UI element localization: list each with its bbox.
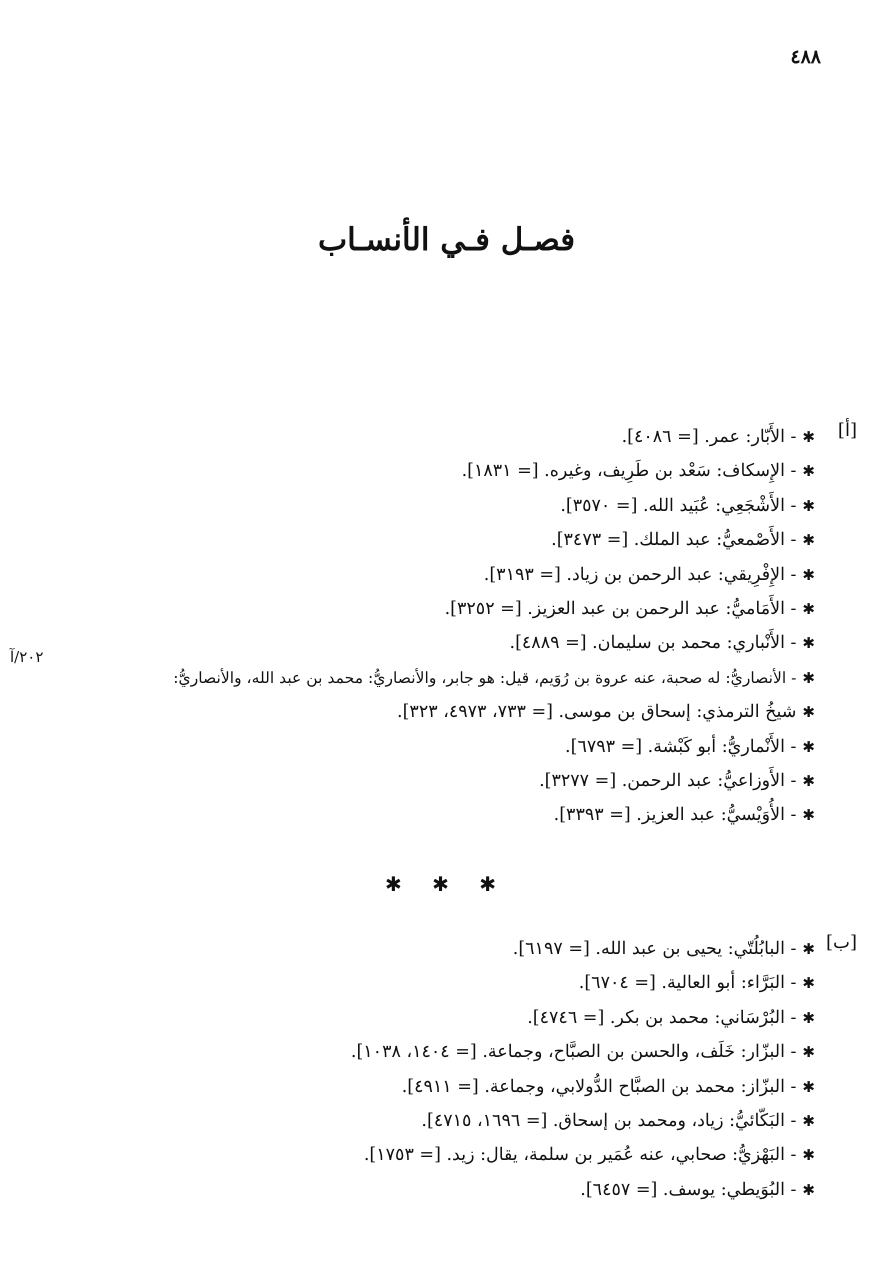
entry-item: ✱- الأَوزاعيُّ: عبد الرحمن. [= ٣٢٧٧].: [20, 764, 857, 798]
star-bullet-icon: ✱: [802, 565, 815, 584]
star-bullet-icon: ✱: [802, 1146, 815, 1165]
star-bullet-icon: ✱: [802, 668, 815, 687]
star-bullet-icon: ✱: [802, 634, 815, 653]
entry-item: ✱- الأَمَاميُّ: عبد الرحمن بن عبد العزيز. [= ٣٢٥٢].: [20, 592, 857, 626]
star-bullet-icon: ✱: [802, 428, 815, 446]
entry-item: ✱- الأَصْمعيُّ: عبد الملك. [= ٣٤٧٣].: [20, 523, 857, 557]
entry-item: ✱- البابُلُتّي: يحيى بن عبد الله. [= ٦١٩٧].: [20, 932, 857, 966]
star-bullet-icon: ✱: [802, 496, 815, 515]
entry-item: ✱- البَرَّاء: أبو العالية. [= ٦٧٠٤].: [20, 966, 857, 1000]
star-bullet-icon: ✱: [802, 974, 815, 993]
star-bullet-icon: ✱: [802, 531, 815, 550]
page-number: ٤٨٨: [790, 46, 821, 68]
entry-item: ✱- البَهْزيُّ: صحابي، عنه عُمَير بن سلمة، يقال: زيد. [= ١٧٥٣].: [20, 1138, 857, 1172]
star-bullet-icon: ✱: [802, 771, 815, 790]
star-bullet-icon: ✱: [802, 703, 815, 722]
entry-item: ✱- الأَنْماريُّ: أبو كَبْشة. [= ٦٧٩٣].: [20, 730, 857, 764]
section-letter-alif: [أ]: [837, 420, 857, 441]
entry-item: ✱- البَكّائيُّ: زياد، ومحمد بن إسحاق. [= ١٦٩٦، ٤٧١٥].: [20, 1104, 857, 1138]
star-bullet-icon: ✱: [802, 737, 815, 756]
star-bullet-icon: ✱: [802, 940, 815, 958]
entry-item: ✱- الأَنْباري: محمد بن سليمان. [= ٤٨٨٩].: [20, 626, 857, 660]
entry-item-continuation: ✱شيخُ الترمذي: إسحاق بن موسى. [= ٧٣٣، ٤٩٧٣، ٣٢٣].: [20, 695, 857, 729]
star-bullet-icon: ✱: [802, 1043, 815, 1062]
section-ba: [20, 932, 857, 1207]
entry-item: ✱- البُرْسَاني: محمد بن بكر. [= ٤٧٤٦].: [20, 1001, 857, 1035]
star-bullet-icon: ✱: [802, 806, 815, 825]
star-bullet-icon: ✱: [802, 462, 815, 481]
star-bullet-icon: ✱: [802, 1077, 815, 1096]
entry-item: ✱- الأَشْجَعِي: عُبَيد الله. [= ٣٥٧٠].: [20, 489, 857, 523]
entry-item: ✱- البُوَيطي: يوسف. [= ٦٤٥٧].: [20, 1173, 857, 1207]
star-bullet-icon: ✱: [802, 599, 815, 618]
entry-item: ✱- الأُوَيْسيُّ: عبد العزيز. [= ٣٣٩٣].: [20, 798, 857, 832]
section-separator: ✱ ✱ ✱: [385, 872, 508, 896]
section-letter-ba: [ب]: [825, 932, 857, 953]
star-bullet-icon: ✱: [802, 1111, 815, 1130]
margin-page-reference: ٢٠٢/آ: [10, 648, 44, 666]
entry-item: ✱- الأنصاريُّ: له صحبة، عنه عروة بن رُوَيم، قيل: هو جابر، والأنصاريُّ: محمد بن عبد الله، والأنصاريُّ:: [20, 661, 857, 695]
entry-item: ✱- الأَبّار: عمر. [= ٤٠٨٦].: [20, 420, 857, 454]
entry-item: ✱- الإِسكاف: سَعْد بن طَرِيف، وغيره. [= ١٨٣١].: [20, 454, 857, 488]
star-bullet-icon: ✱: [802, 1180, 815, 1199]
section-alif: [10, 420, 857, 833]
entry-item: ✱- البزّاز: محمد بن الصبَّاح الدُّولابي، وجماعة. [= ٤٩١١].: [20, 1070, 857, 1104]
entry-item: ✱- الإِفْرِيقي: عبد الرحمن بن زياد. [= ٣١٩٣].: [20, 558, 857, 592]
chapter-title: فصـل فـي الأنسـاب: [317, 222, 576, 258]
entry-item: ✱- البزّار: خَلَف، والحسن بن الصبَّاح، وجماعة. [= ١٤٠٤، ١٠٣٨].: [20, 1035, 857, 1069]
star-bullet-icon: ✱: [802, 1008, 815, 1027]
